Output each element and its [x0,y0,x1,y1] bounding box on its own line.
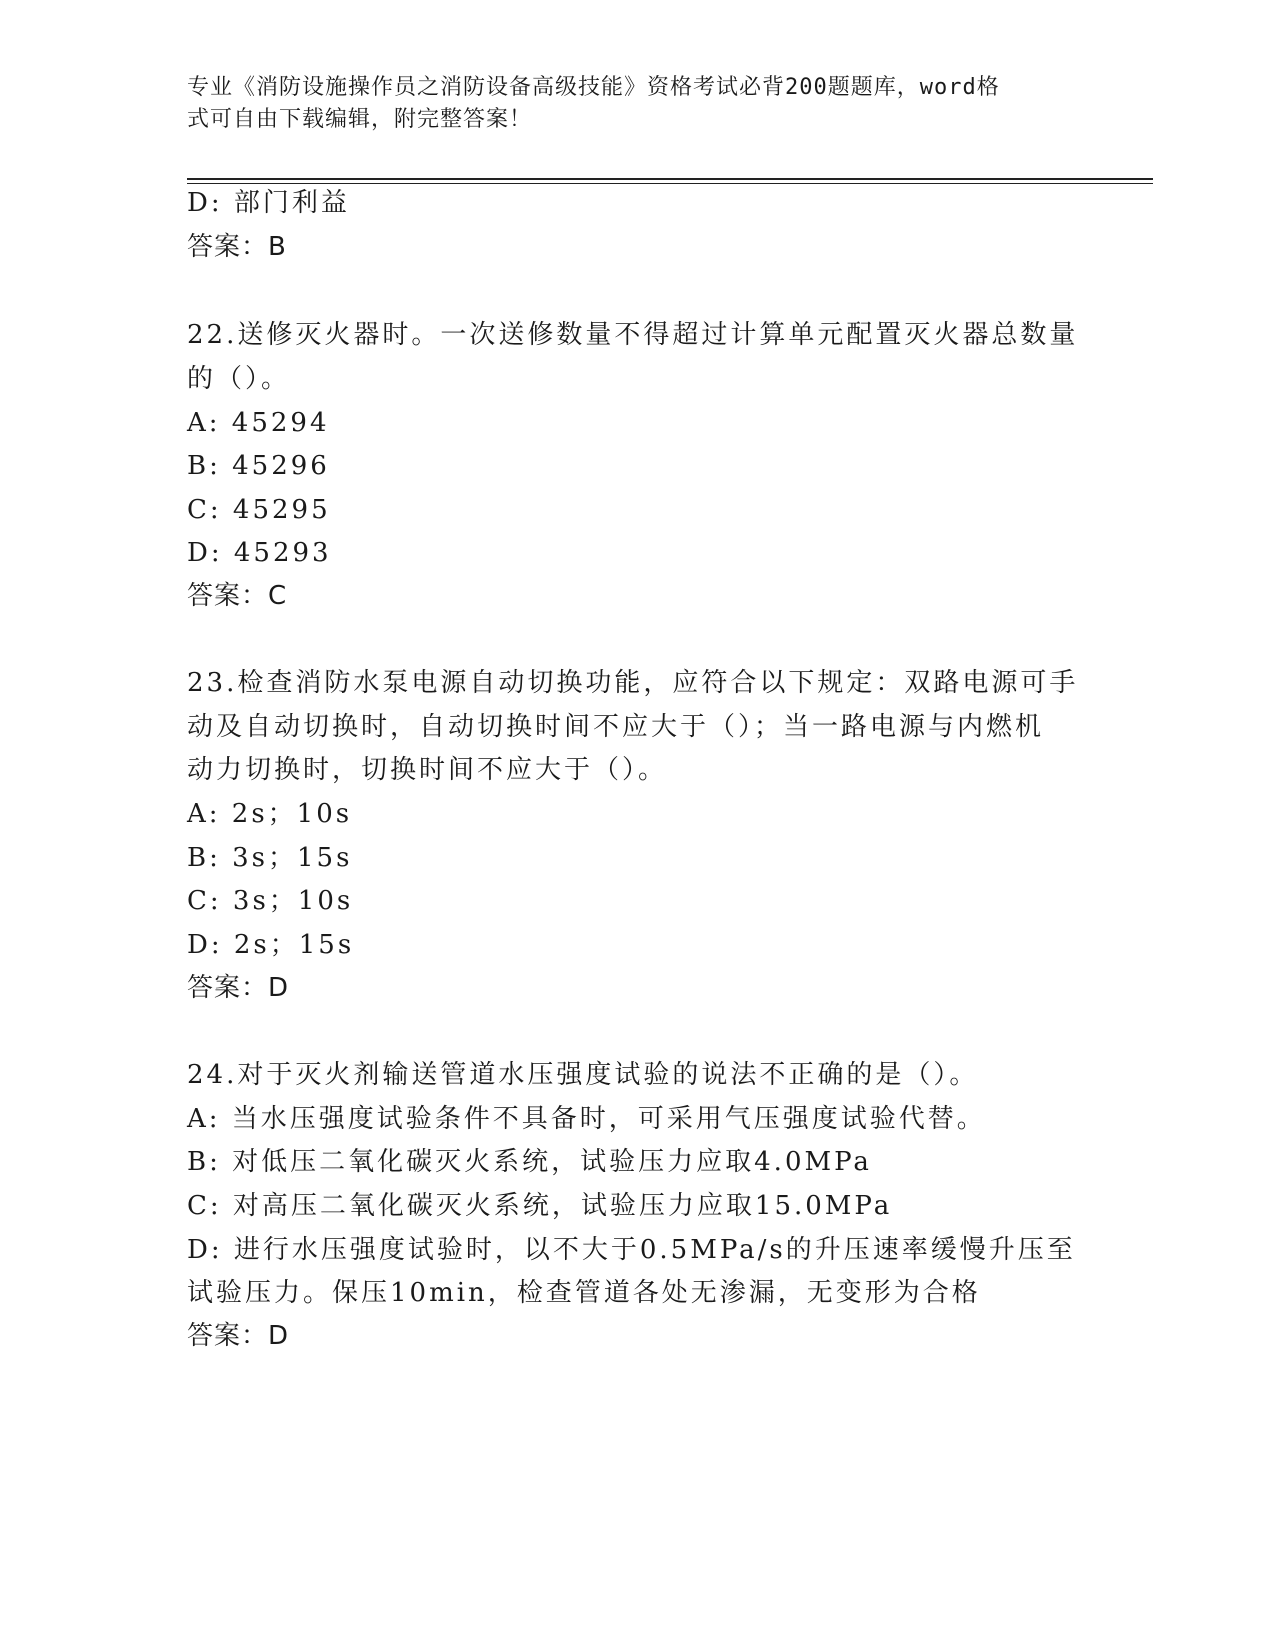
q22-option-c: C: 45295 [187,495,331,525]
page-header [187,72,1067,136]
q24-option-c: C: 对高压二氧化碳灭火系统，试验压力应取15.0MPa [187,1191,893,1221]
q24-option-a: A: 当水压强度试验条件不具备时，可采用气压强度试验代替。 [187,1104,986,1134]
prev-option-d: D: 部门利益 [187,188,350,218]
q24-answer: 答案：D [187,1321,290,1351]
q22-stem-line-2: 的（）。 [187,364,291,394]
q23-stem-line-2: 动及自动切换时，自动切换时间不应大于（）；当一路电源与内燃机 [187,712,1045,742]
q24-option-d-line-1: D: 进行水压强度试验时，以不大于0.5MPa/s的升压速率缓慢升压至 [187,1235,1076,1265]
q22-option-d: D: 45293 [187,538,332,568]
q22-option-b: B: 45296 [187,451,330,481]
q23-answer: 答案：D [187,973,290,1003]
q23-option-d: D: 2s；15s [187,930,355,960]
q22-option-a: A: 45294 [187,408,330,438]
q24-option-b: B: 对低压二氧化碳灭火系统，试验压力应取4.0MPa [187,1147,872,1177]
prev-answer: 答案：B [187,232,287,262]
q23-stem-line-3: 动力切换时，切换时间不应大于（）。 [187,755,668,785]
header-line-1: 专业《消防设施操作员之消防设备高级技能》资格考试必背200题题库，word格 [187,75,1000,100]
q23-option-a: A: 2s；10s [187,799,353,829]
q23-option-b: B: 3s；15s [187,843,353,873]
q22-stem-line-1: 22.送修灭火器时。一次送修数量不得超过计算单元配置灭火器总数量 [187,320,1079,350]
q24-option-d-line-2: 试验压力。保压10min，检查管道各处无渗漏，无变形为合格 [187,1278,981,1308]
q22-answer: 答案：C [187,581,288,611]
header-line-2: 式可自由下载编辑，附完整答案！ [187,107,533,132]
q24-stem-line-1: 24.对于灭火剂输送管道水压强度试验的说法不正确的是（）。 [187,1060,979,1090]
q23-stem-line-1: 23.检查消防水泵电源自动切换功能，应符合以下规定：双路电源可手 [187,668,1079,698]
q23-option-c: C: 3s；10s [187,886,354,916]
